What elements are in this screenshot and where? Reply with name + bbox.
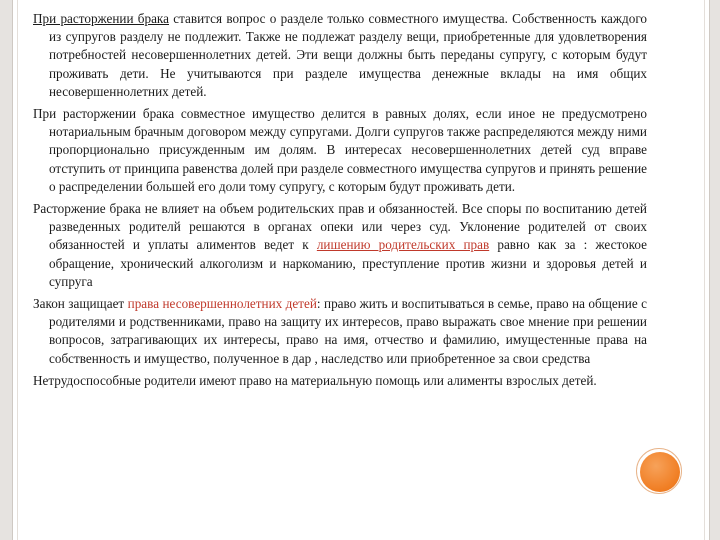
paragraph-text: Закон защищает [33,296,128,312]
paragraph-text: Расторжение брака не влияет на объем родительских прав и обязанностей. Все споры по воспитанию детей разведенных родителй решаются в органах опеки или через суд. Уклонение родителей от своих обязанностей и уплаты алиментов ведет к [33,201,647,253]
link-minor-children-rights[interactable]: права несовершеннолетних детей [127,296,317,312]
paragraph-property-division [33,10,647,101]
paragraph-parental-rights [33,200,647,291]
paragraph-text: ставится вопрос о разделе только совместного имущества. Собственность каждого из супругов разделу не подлежит. Также не подлежат разделу вещи, приобретенные для удовлетворения потребностей несовершеннолетних детей. Эти вещи должны быть переданы супругу, с которым будут проживать дети. Не учитываются при разделе имущества денежные вклады на имя общих несовершеннолетних детей. [49,11,647,99]
paragraph-children-rights [33,295,647,368]
paragraph-text: : право жить и воспитываться в семье, право на общение с родителями и родственниками, право на защиту их интересов, право выражать свое мнение при решении вопросов, затрагивающих их интересы, право на имя, отчество и фамилию, имущестенные права на собственность и имущество, полученное в дар , наследство или приобретенное за свои средства [49,296,647,366]
slide-body [33,10,647,394]
term-divorce: При расторжении брака [33,11,169,26]
paragraph-text: Нетрудоспособные родители имеют право на материальную помощь или алименты взрослых детей. [33,372,597,388]
paragraph-equal-shares [33,105,647,196]
paragraph-text: При расторжении брака совместное имущество делится в равных долях, если иное не предусмотрено нотариальным брачным договором между супругами. Долги супругов также распределяются между ними пропорционально присужденным им долям. В интересах несовершеннолетних детей суд вправе отступить от принципа равенства долей при разделе совместного имущества супругов и принять решение о распределении большей его доли тому супругу, с которым будут проживать дети. [33,106,647,194]
content-panel [12,0,710,540]
link-deprivation-of-parental-rights[interactable]: лишению родительских прав [316,237,490,253]
paragraph-disabled-parents [33,372,647,390]
paragraph-text: равно как за : жестокое обращение, хронический алкоголизм и наркоманию, преступление против жизни и здоровья детей и супруга [49,237,647,289]
orange-circle-icon [640,452,680,492]
